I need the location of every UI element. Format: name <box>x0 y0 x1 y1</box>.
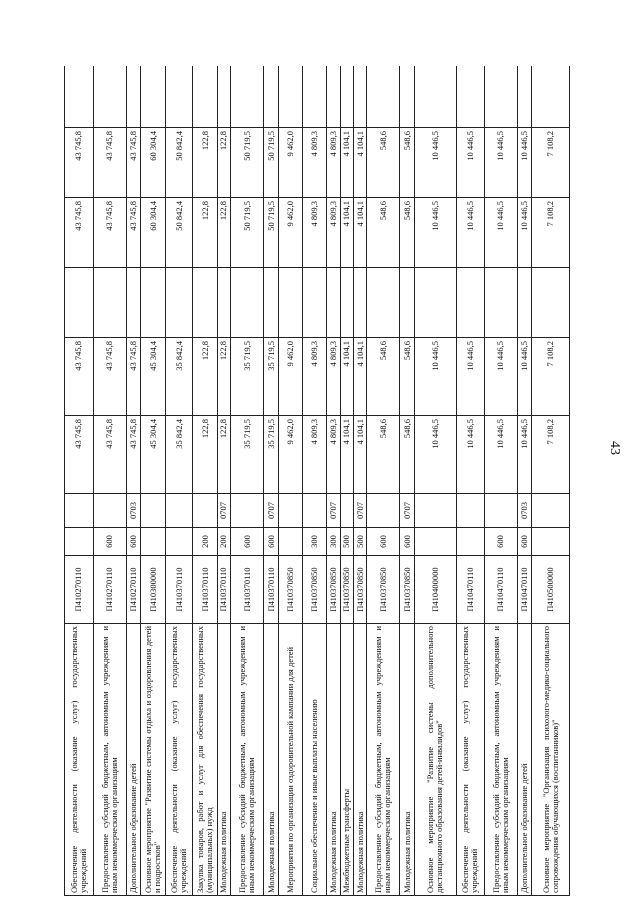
row-vr: 500 <box>353 528 366 556</box>
row-value-1: 10 446,5 <box>414 416 456 494</box>
row-code: П410370110 <box>231 556 264 624</box>
row-value-4: 50 842,4 <box>165 198 193 268</box>
row-vr <box>65 528 94 556</box>
row-value-2: 10 446,5 <box>484 338 517 416</box>
row-value-2: 7 108,2 <box>532 338 570 416</box>
row-value-6 <box>193 66 217 128</box>
row-value-2: 43 745,8 <box>65 338 94 416</box>
table-row <box>532 66 570 896</box>
row-code: П410370110 <box>264 556 278 624</box>
row-rz <box>65 494 94 528</box>
row-value-2: 35 719,5 <box>264 338 278 416</box>
row-value-2: 45 304,4 <box>141 338 165 416</box>
row-value-2: 43 745,8 <box>93 338 126 416</box>
row-value-2: 10 446,5 <box>414 338 456 416</box>
row-value-6 <box>231 66 264 128</box>
row-value-3 <box>367 268 400 338</box>
row-vr: 600 <box>484 528 517 556</box>
row-value-2: 122,8 <box>193 338 217 416</box>
row-value-4: 4 104,1 <box>340 198 353 268</box>
row-value-4: 9 462,0 <box>278 198 302 268</box>
row-value-5: 10 446,5 <box>484 128 517 198</box>
row-name: Предоставление субсидий бюджетным, автономным учреждениям и иным некоммерческим организациям <box>231 624 264 896</box>
row-value-1: 35 842,4 <box>165 416 193 494</box>
row-value-1: 548,6 <box>367 416 400 494</box>
row-name: Обеспечение деятельности (оказание услуг) государственных учреждений <box>165 624 193 896</box>
row-value-6 <box>65 66 94 128</box>
row-code: П410470110 <box>484 556 517 624</box>
table-row <box>517 66 531 896</box>
row-name: Основное мероприятие "Организация психолого-медико-социального сопровождения обучающихся (воспитанников)" <box>532 624 570 896</box>
row-code: П410400000 <box>414 556 456 624</box>
row-name: Основное мероприятие "Развитие системы дополнительного дистанционного образования детей-инвалидов" <box>414 624 456 896</box>
row-code: П410370110 <box>193 556 217 624</box>
table-row <box>93 66 126 896</box>
row-name: Обеспечение деятельности (оказание услуг) государственных учреждений <box>456 624 484 896</box>
row-value-2: 4 809,3 <box>303 338 327 416</box>
row-rz <box>141 494 165 528</box>
table-row <box>456 66 484 896</box>
row-value-4: 548,6 <box>367 198 400 268</box>
row-code: П410470110 <box>517 556 531 624</box>
table-row <box>278 66 302 896</box>
row-value-4: 10 446,5 <box>517 198 531 268</box>
row-rz <box>165 494 193 528</box>
row-value-2: 4 104,1 <box>353 338 366 416</box>
row-value-3 <box>93 268 126 338</box>
row-value-4: 7 108,2 <box>532 198 570 268</box>
row-value-5: 43 745,8 <box>93 128 126 198</box>
row-value-1: 45 304,4 <box>141 416 165 494</box>
row-rz <box>231 494 264 528</box>
table-row <box>231 66 264 896</box>
row-value-2: 43 745,8 <box>127 338 141 416</box>
row-value-1: 4 104,1 <box>353 416 366 494</box>
row-value-2: 35 719,5 <box>231 338 264 416</box>
row-value-6 <box>484 66 517 128</box>
row-value-5: 548,6 <box>400 128 414 198</box>
row-rz <box>532 494 570 528</box>
row-value-1: 548,6 <box>400 416 414 494</box>
table-row <box>193 66 217 896</box>
row-value-2: 4 104,1 <box>340 338 353 416</box>
row-name: Основное мероприятие "Развитие системы отдыха и оздоровления детей и подростков" <box>141 624 165 896</box>
table-row <box>400 66 414 896</box>
row-value-3 <box>231 268 264 338</box>
table-row <box>127 66 141 896</box>
row-value-4: 50 719,5 <box>264 198 278 268</box>
row-value-2: 122,8 <box>217 338 230 416</box>
row-value-5: 10 446,5 <box>414 128 456 198</box>
row-value-3 <box>400 268 414 338</box>
row-value-6 <box>532 66 570 128</box>
row-value-3 <box>353 268 366 338</box>
row-vr <box>456 528 484 556</box>
row-value-5: 60 304,4 <box>141 128 165 198</box>
row-vr: 300 <box>327 528 340 556</box>
row-name: Мероприятия по организации оздоровительной кампании для детей <box>278 624 302 896</box>
rotated-table-inner <box>64 66 570 896</box>
table-row <box>340 66 353 896</box>
row-name: Предоставление субсидий бюджетным, автономным учреждениям и иным некоммерческим организациям <box>93 624 126 896</box>
row-value-1: 43 745,8 <box>65 416 94 494</box>
row-rz <box>456 494 484 528</box>
row-value-3 <box>65 268 94 338</box>
row-value-5: 10 446,5 <box>517 128 531 198</box>
row-value-4: 548,6 <box>400 198 414 268</box>
row-code: П410370850 <box>353 556 366 624</box>
table-row <box>165 66 193 896</box>
row-name: Молодежная политика <box>217 624 230 896</box>
row-name: Дополнительное образование детей <box>517 624 531 896</box>
row-value-3 <box>340 268 353 338</box>
row-value-6 <box>400 66 414 128</box>
row-value-3 <box>456 268 484 338</box>
row-value-4: 122,8 <box>217 198 230 268</box>
row-value-6 <box>327 66 340 128</box>
table-row <box>303 66 327 896</box>
row-value-6 <box>127 66 141 128</box>
row-rz: 0703 <box>127 494 141 528</box>
row-value-6 <box>264 66 278 128</box>
row-value-6 <box>303 66 327 128</box>
row-rz: 0707 <box>217 494 230 528</box>
row-vr: 600 <box>231 528 264 556</box>
row-value-4: 60 304,4 <box>141 198 165 268</box>
row-value-4: 43 745,8 <box>127 198 141 268</box>
table-row <box>141 66 165 896</box>
table-row <box>217 66 230 896</box>
row-value-4: 10 446,5 <box>456 198 484 268</box>
row-vr <box>165 528 193 556</box>
row-value-1: 7 108,2 <box>532 416 570 494</box>
row-vr: 600 <box>367 528 400 556</box>
rotated-table-area <box>64 66 570 896</box>
row-value-1: 4 809,3 <box>327 416 340 494</box>
row-value-3 <box>141 268 165 338</box>
row-rz <box>303 494 327 528</box>
row-value-6 <box>414 66 456 128</box>
row-value-6 <box>278 66 302 128</box>
row-vr: 200 <box>193 528 217 556</box>
row-value-3 <box>264 268 278 338</box>
row-value-5: 43 745,8 <box>127 128 141 198</box>
row-value-3 <box>484 268 517 338</box>
row-rz <box>93 494 126 528</box>
row-name: Предоставление субсидий бюджетным, автономным учреждениям и иным некоммерческим организациям <box>484 624 517 896</box>
row-rz <box>414 494 456 528</box>
row-value-5: 4 104,1 <box>353 128 366 198</box>
row-value-6 <box>165 66 193 128</box>
row-value-1: 35 719,5 <box>231 416 264 494</box>
row-value-3 <box>327 268 340 338</box>
row-code: П410370850 <box>367 556 400 624</box>
row-vr <box>532 528 570 556</box>
row-value-5: 122,8 <box>217 128 230 198</box>
row-value-1: 122,8 <box>193 416 217 494</box>
row-value-4: 50 719,5 <box>231 198 264 268</box>
row-value-3 <box>193 268 217 338</box>
row-code: П410370850 <box>303 556 327 624</box>
row-value-2: 9 462,0 <box>278 338 302 416</box>
row-value-5: 50 719,5 <box>231 128 264 198</box>
row-rz <box>340 494 353 528</box>
row-name: Молодежная политика <box>264 624 278 896</box>
row-rz <box>193 494 217 528</box>
row-value-1: 43 745,8 <box>93 416 126 494</box>
row-name: Молодежная политика <box>353 624 366 896</box>
row-vr: 600 <box>517 528 531 556</box>
row-code: П410370850 <box>340 556 353 624</box>
row-rz: 0707 <box>327 494 340 528</box>
row-value-2: 4 809,3 <box>327 338 340 416</box>
row-rz: 0707 <box>400 494 414 528</box>
row-value-1: 10 446,5 <box>456 416 484 494</box>
row-vr: 600 <box>127 528 141 556</box>
row-code: П410270110 <box>127 556 141 624</box>
row-value-1: 10 446,5 <box>484 416 517 494</box>
row-value-4: 43 745,8 <box>65 198 94 268</box>
row-value-3 <box>414 268 456 338</box>
row-value-5: 9 462,0 <box>278 128 302 198</box>
row-code: П410370850 <box>278 556 302 624</box>
row-value-2: 10 446,5 <box>517 338 531 416</box>
row-value-5: 4 809,3 <box>303 128 327 198</box>
row-value-4: 4 809,3 <box>303 198 327 268</box>
row-value-5: 548,6 <box>367 128 400 198</box>
row-value-1: 4 809,3 <box>303 416 327 494</box>
row-value-2: 10 446,5 <box>456 338 484 416</box>
row-value-6 <box>141 66 165 128</box>
page-number: 43 <box>607 441 622 455</box>
row-name: Обеспечение деятельности (оказание услуг) государственных учреждений <box>65 624 94 896</box>
row-value-3 <box>217 268 230 338</box>
row-value-3 <box>517 268 531 338</box>
row-value-2: 548,6 <box>400 338 414 416</box>
row-vr: 300 <box>303 528 327 556</box>
table-row <box>484 66 517 896</box>
row-value-5: 50 719,5 <box>264 128 278 198</box>
table-row <box>353 66 366 896</box>
row-value-5: 4 809,3 <box>327 128 340 198</box>
row-value-6 <box>517 66 531 128</box>
row-value-4: 122,8 <box>193 198 217 268</box>
row-code: П410270110 <box>65 556 94 624</box>
row-value-5: 43 745,8 <box>65 128 94 198</box>
row-rz: 0707 <box>264 494 278 528</box>
row-value-6 <box>353 66 366 128</box>
row-code: П410500000 <box>532 556 570 624</box>
row-value-4: 10 446,5 <box>484 198 517 268</box>
row-name: Молодежная политика <box>327 624 340 896</box>
row-code: П410470110 <box>456 556 484 624</box>
row-value-5: 50 842,4 <box>165 128 193 198</box>
row-vr <box>141 528 165 556</box>
row-value-3 <box>165 268 193 338</box>
row-name: Закупка товаров, работ и услуг для обеспечения государственных (муниципальных) нужд <box>193 624 217 896</box>
row-value-1: 10 446,5 <box>517 416 531 494</box>
row-value-1: 35 719,5 <box>264 416 278 494</box>
row-value-1: 122,8 <box>217 416 230 494</box>
row-value-1: 4 104,1 <box>340 416 353 494</box>
row-value-4: 4 809,3 <box>327 198 340 268</box>
row-name: Социальное обеспечение и иные выплаты населению <box>303 624 327 896</box>
table-body <box>65 66 570 896</box>
budget-table <box>64 66 570 896</box>
row-value-3 <box>303 268 327 338</box>
row-value-1: 9 462,0 <box>278 416 302 494</box>
table-row <box>65 66 94 896</box>
row-value-2: 35 842,4 <box>165 338 193 416</box>
row-value-5: 7 108,2 <box>532 128 570 198</box>
row-vr <box>414 528 456 556</box>
row-code: П410370850 <box>327 556 340 624</box>
row-vr: 600 <box>93 528 126 556</box>
table-row <box>264 66 278 896</box>
row-value-3 <box>127 268 141 338</box>
row-code: П410300000 <box>141 556 165 624</box>
table-row <box>414 66 456 896</box>
row-value-5: 10 446,5 <box>456 128 484 198</box>
row-code: П410370110 <box>217 556 230 624</box>
table-row <box>327 66 340 896</box>
row-name: Молодежная политика <box>400 624 414 896</box>
row-vr: 600 <box>264 528 278 556</box>
row-vr: 600 <box>400 528 414 556</box>
row-value-6 <box>456 66 484 128</box>
row-rz <box>278 494 302 528</box>
row-rz <box>484 494 517 528</box>
row-name: Предоставление субсидий бюджетным, автономным учреждениям и иным некоммерческим организациям <box>367 624 400 896</box>
row-value-3 <box>278 268 302 338</box>
row-name: Межбюджетные трансферты <box>340 624 353 896</box>
row-code: П410370850 <box>400 556 414 624</box>
row-code: П410270110 <box>93 556 126 624</box>
row-rz: 0703 <box>517 494 531 528</box>
row-value-6 <box>93 66 126 128</box>
row-value-5: 122,8 <box>193 128 217 198</box>
row-vr <box>278 528 302 556</box>
row-name: Дополнительное образование детей <box>127 624 141 896</box>
row-value-6 <box>217 66 230 128</box>
row-value-3 <box>532 268 570 338</box>
row-value-4: 43 745,8 <box>93 198 126 268</box>
row-rz <box>367 494 400 528</box>
row-vr: 500 <box>340 528 353 556</box>
row-value-2: 548,6 <box>367 338 400 416</box>
row-value-5: 4 104,1 <box>340 128 353 198</box>
row-value-6 <box>340 66 353 128</box>
table-row <box>367 66 400 896</box>
row-code: П410370110 <box>165 556 193 624</box>
row-value-4: 10 446,5 <box>414 198 456 268</box>
row-value-1: 43 745,8 <box>127 416 141 494</box>
row-rz: 0707 <box>353 494 366 528</box>
row-vr: 200 <box>217 528 230 556</box>
row-value-6 <box>367 66 400 128</box>
row-value-4: 4 104,1 <box>353 198 366 268</box>
